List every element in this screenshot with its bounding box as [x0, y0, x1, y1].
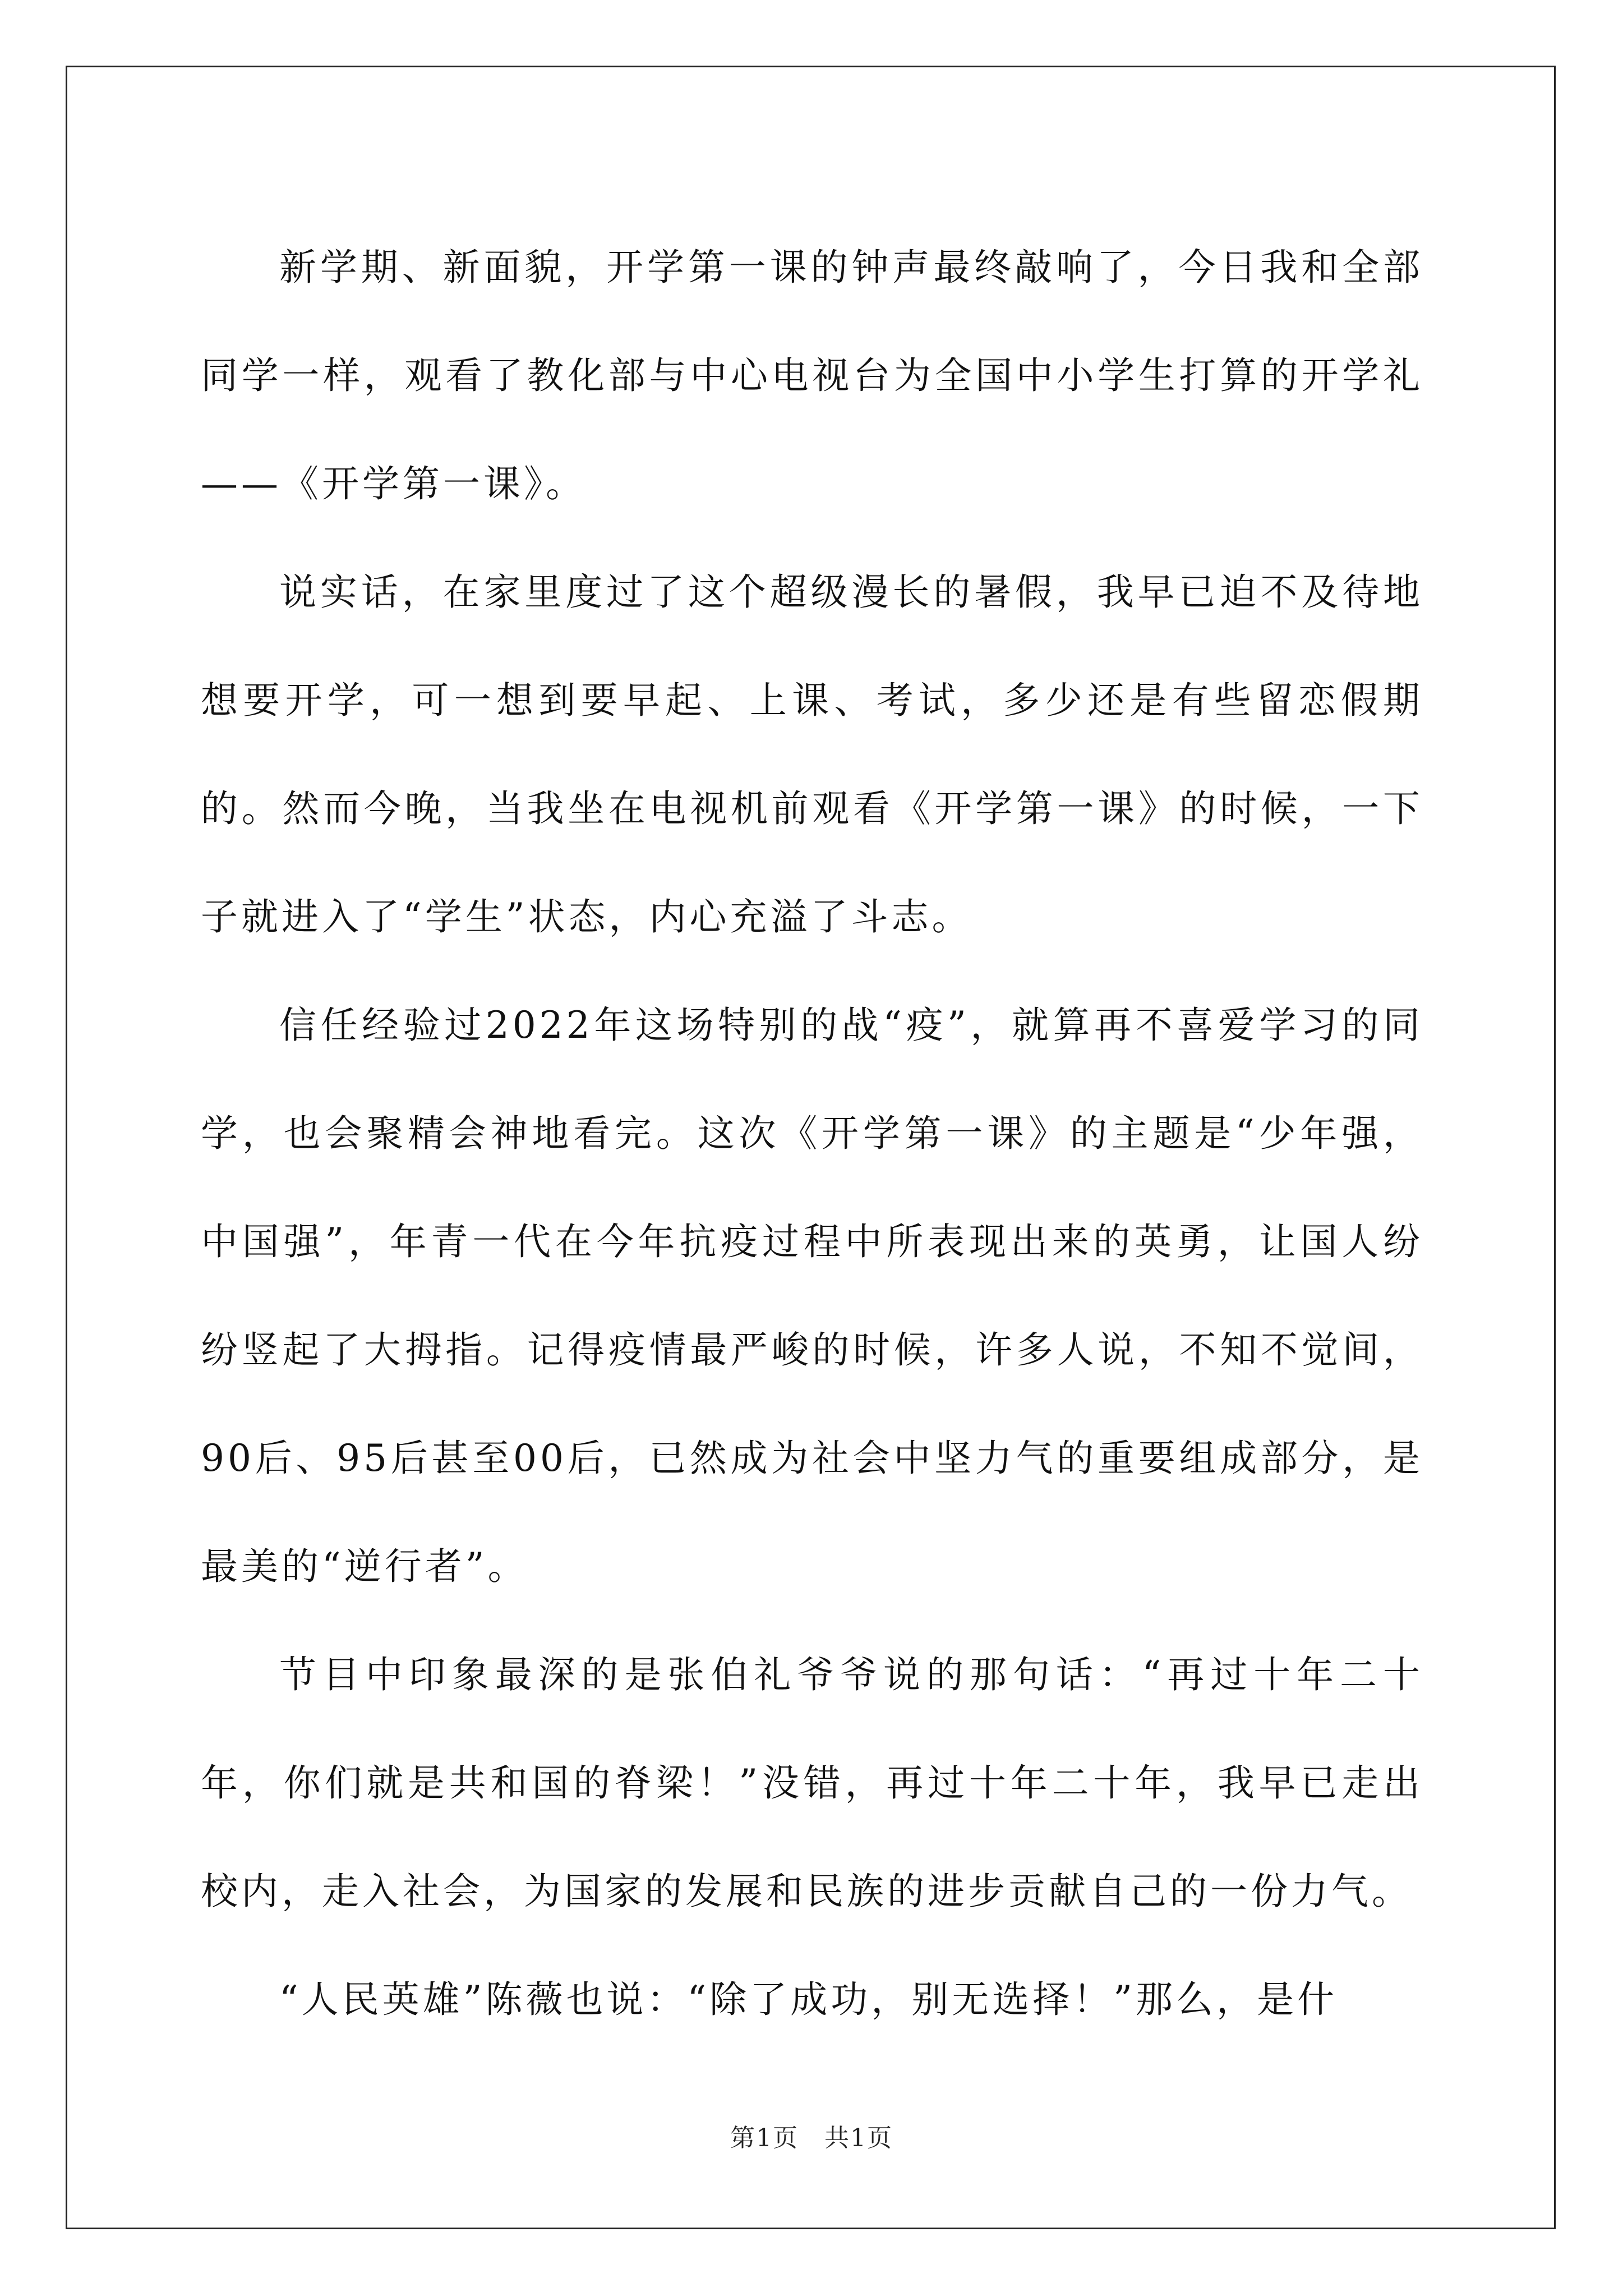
- paragraph-4: 节目中印象最深的是张伯礼爷爷说的那句话：“再过十年二十年，你们就是共和国的脊梁！”没错，再过十年二十年，我早已走出校内，走入社会，为国家的发展和民族的进步贡献自己的一份力气。: [201, 1653, 1423, 1913]
- paragraph-2: 说实话，在家里度过了这个超级漫长的暑假，我早已迫不及待地想要开学，可一想到要早起、上课、考试，多少还是有些留恋假期的。然而今晚，当我坐在电视机前观看《开学第一课》的时候，一下子就进入了“学生”状态，内心充溢了斗志。: [201, 570, 1423, 938]
- page-total: 共1页: [824, 2124, 893, 2152]
- paragraph-3: 信任经验过2022年这场特别的战“疫”，就算再不喜爱学习的同学，也会聚精会神地看完。这次《开学第一课》的主题是“少年强，中国强”，年青一代在今年抗疫过程中所表现出来的英勇，让国人纷纷竖起了大拇指。记得疫情最严峻的时候，许多人说，不知不觉间，90后、95后甚至00后，已然成为社会中坚力气的重要组成部分，是最美的“逆行者”。: [201, 1004, 1423, 1588]
- paragraph-1: 新学期、新面貌，开学第一课的钟声最终敲响了，今日我和全部同学一样，观看了教化部与中心电视台为全国中小学生打算的开学礼——《开学第一课》。: [201, 246, 1423, 505]
- document-body: [201, 213, 1423, 2054]
- paragraph-5: “人民英雄”陈薇也说：“除了成功，别无选择！”那么，是什: [279, 1978, 1338, 2021]
- page-footer: [0, 2118, 1623, 2154]
- page-number: 第1页: [730, 2124, 799, 2152]
